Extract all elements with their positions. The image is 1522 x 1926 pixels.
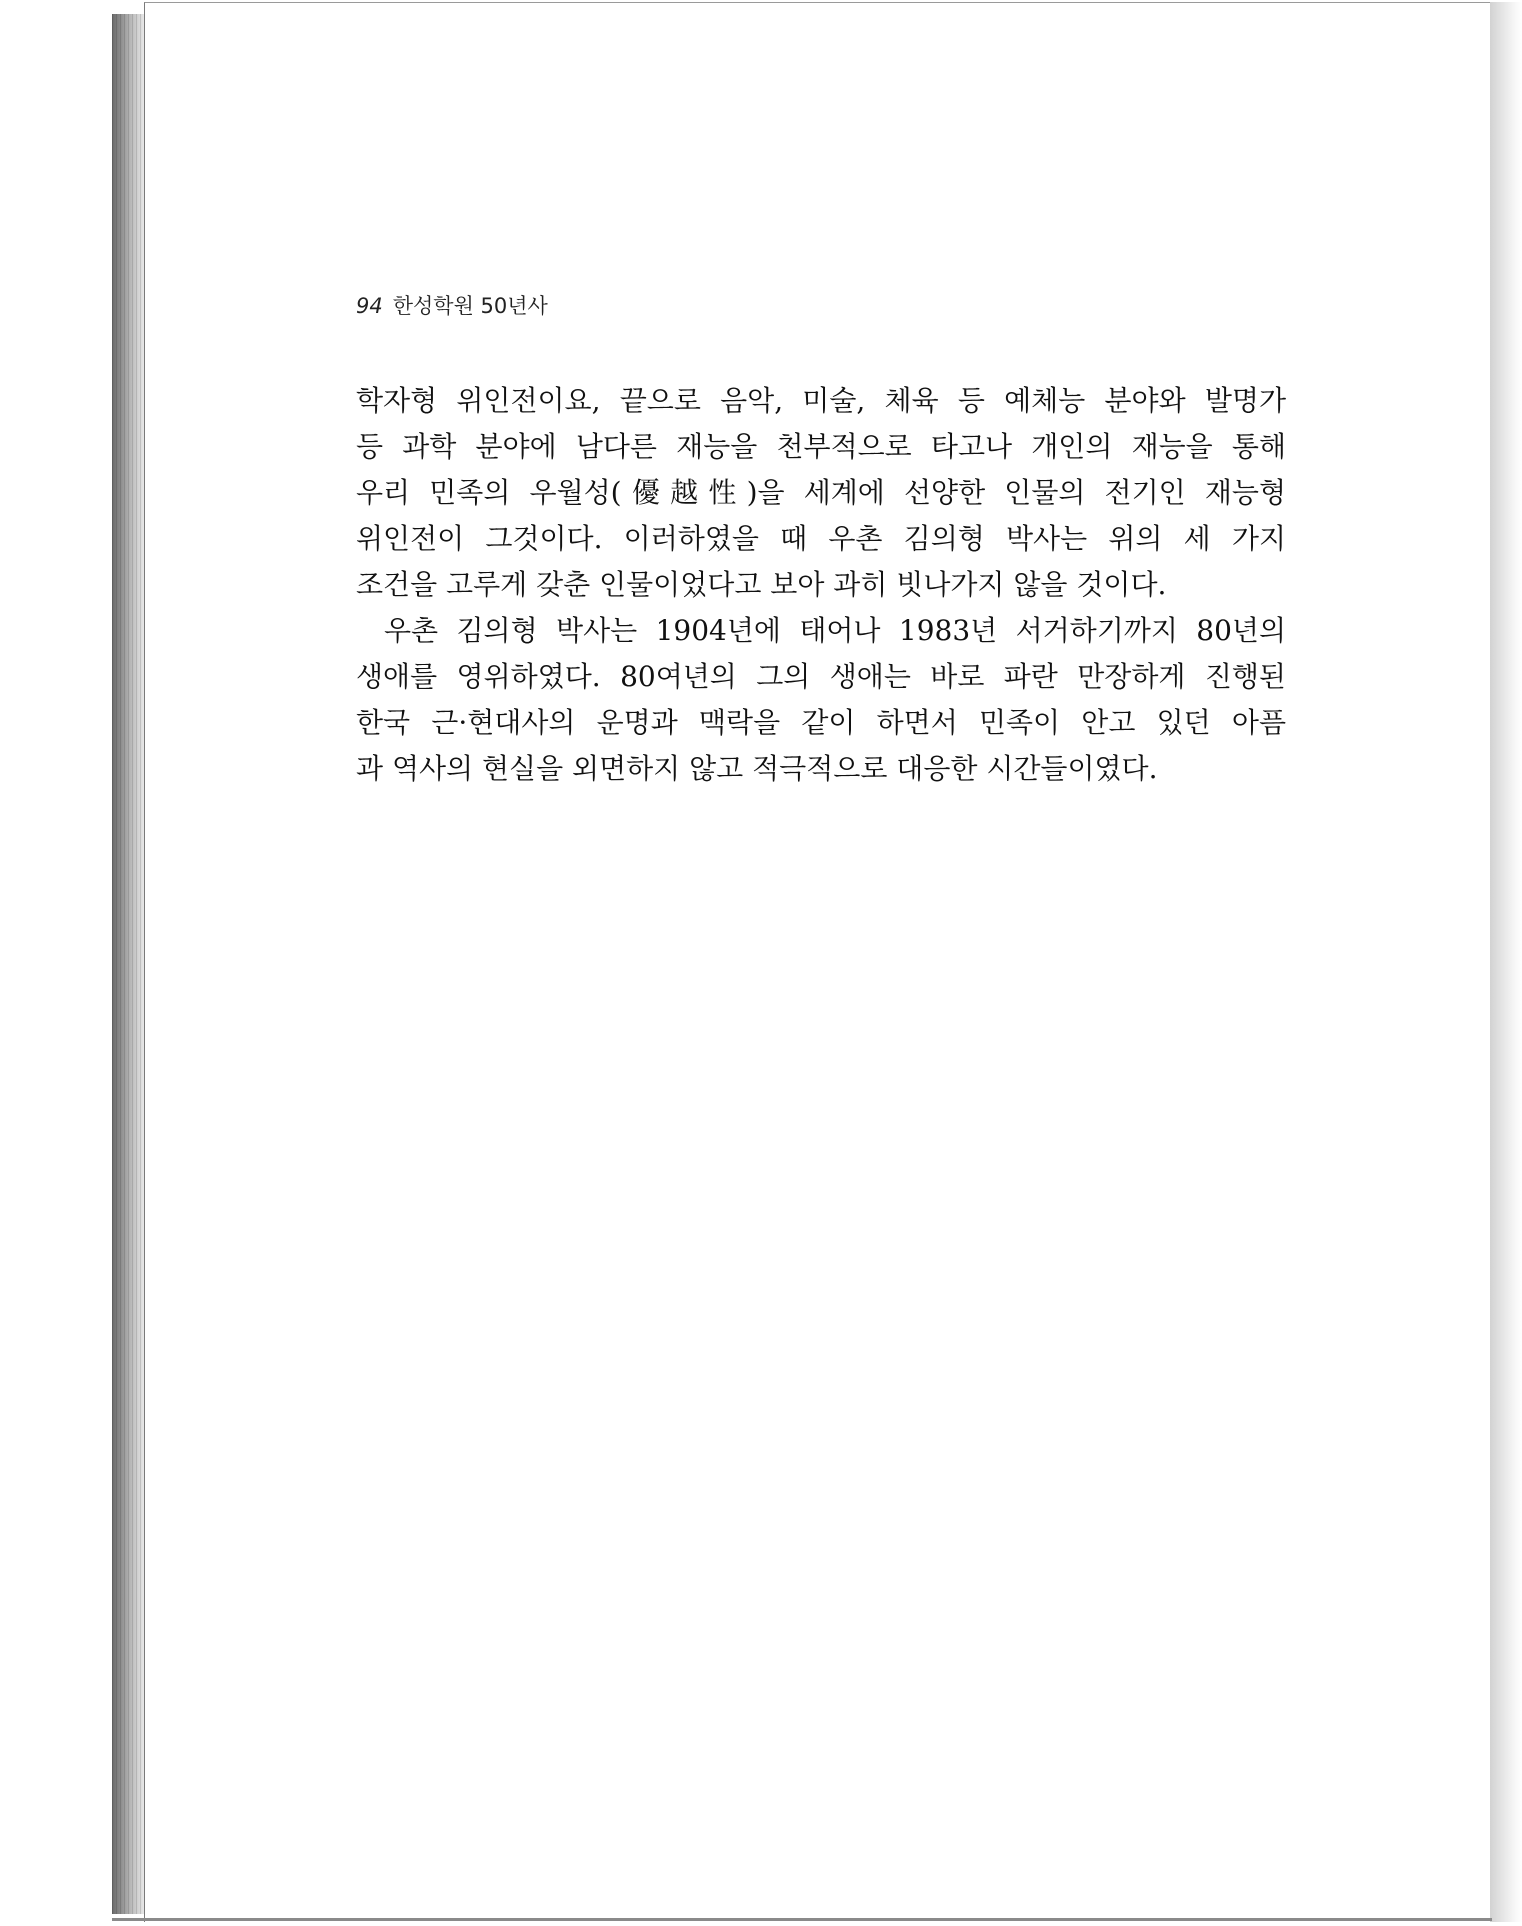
book-title: 한성학원 50년사 <box>392 294 548 318</box>
page-stack-edge <box>112 14 146 1914</box>
text-line: 한국 근·현대사의 운명과 맥락을 같이 하면서 민족이 안고 있던 아픔 <box>356 706 1286 739</box>
body-text <box>356 378 1286 792</box>
text-line: 학자형 위인전이요, 끝으로 음악, 미술, 체육 등 예체능 분야와 발명가 <box>356 384 1286 417</box>
book-page <box>144 2 1492 1922</box>
paragraph-1 <box>356 378 1286 608</box>
text-line: 조건을 고루게 갖춘 인물이었다고 보아 과히 빗나가지 않을 것이다. <box>356 568 1167 601</box>
text-line: 등 과학 분야에 남다른 재능을 천부적으로 타고나 개인의 재능을 통해 <box>356 430 1286 463</box>
paragraph-2 <box>356 608 1286 792</box>
text-line: 우리 민족의 우월성(優越性)을 세계에 선양한 인물의 전기인 재능형 <box>356 476 1286 509</box>
running-head <box>356 290 548 320</box>
text-line: 생애를 영위하였다. 80여년의 그의 생애는 바로 파란 만장하게 진행된 <box>356 660 1286 693</box>
page-number: 94 <box>356 294 383 318</box>
page-shadow <box>1490 2 1522 1922</box>
text-line: 과 역사의 현실을 외면하지 않고 적극적으로 대응한 시간들이였다. <box>356 752 1158 785</box>
text-line: 위인전이 그것이다. 이러하였을 때 우촌 김의형 박사는 위의 세 가지 <box>356 522 1286 555</box>
page-bottom-edge <box>112 1918 1492 1921</box>
text-line: 우촌 김의형 박사는 1904년에 태어나 1983년 서거하기까지 80년의 <box>384 614 1286 647</box>
